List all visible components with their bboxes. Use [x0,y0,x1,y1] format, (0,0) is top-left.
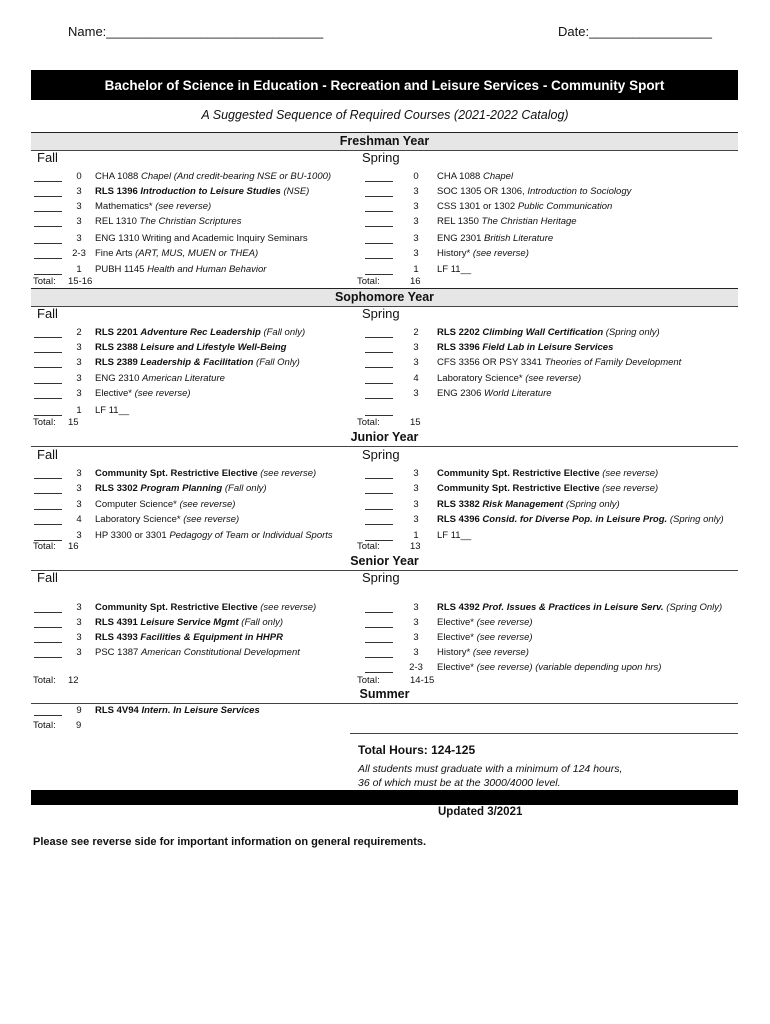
course-text-part: (see reverse) [602,468,659,479]
course-text-part: (see reverse) [472,647,529,658]
course-fall [95,617,283,628]
course-text-part: Leisure Service Mgmt [140,617,239,628]
course-text-part: (NSE) [283,186,310,197]
course-text-part: Field Lab in Leisure Services [482,342,614,353]
credit-hours-spring: 3 [413,602,419,613]
credit-hours-fall: 3 [76,483,82,494]
spring-label: Spring [362,447,400,462]
course-text-part: Climbing Wall Certification [482,327,604,338]
grade-blank-summer [34,705,62,716]
credit-hours-fall: 3 [76,602,82,613]
course-fall [95,342,286,353]
credit-hours-fall: 3 [76,201,82,212]
course-text-part: (see reverse) [525,373,582,384]
course-text-part: RLS 3382 [437,499,483,510]
credit-hours-spring: 3 [413,388,419,399]
course-text-part: SOC 1305 OR 1306, [437,186,528,197]
credit-hours-spring: 3 [413,632,419,643]
course-spring [437,468,658,479]
course-text-part: RLS 1396 [95,186,141,197]
course-fall [95,483,267,494]
grade-blank-fall [34,499,62,510]
course-text-part: (Fall Only) [256,357,300,368]
course-text-part: Consid. for Diverse Pop. in Leisure Prog. [482,514,668,525]
grade-blank-fall [34,632,62,643]
fall-total-label: Total: [33,675,56,686]
course-fall [95,216,241,227]
course-spring [437,216,577,227]
course-text-part: (see reverse) [260,602,317,613]
credit-hours-fall: 0 [76,171,82,182]
grade-blank-spring [365,248,393,259]
course-text-part: (Spring only) [605,327,660,338]
course-text-part: RLS 2388 [95,342,141,353]
grade-blank-fall [34,342,62,353]
course-spring [437,662,661,673]
course-text-part: Community Spt. Restrictive Elective [437,483,600,494]
course-text-part: REL 1310 [95,216,140,227]
course-text-part: Introduction to Leisure Studies [140,186,281,197]
grade-blank-fall [34,405,62,416]
course-spring [437,617,533,628]
course-text-part: (see reverse) [472,248,529,259]
course-text-part: CFS 3356 OR PSY 3341 [437,357,545,368]
course-text-part: RLS 4391 [95,617,141,628]
course-text-part: (Fall only) [263,327,306,338]
course-fall [95,327,305,338]
course-text-part: Pedagogy of Team or Individual Sports [169,530,333,541]
course-text-part: (Fall only) [224,483,267,494]
credit-hours-fall: 3 [76,632,82,643]
course-text-part: PUBH 1145 [95,264,148,275]
fall-total-label: Total: [33,276,56,287]
year-header: Senior Year [31,553,738,571]
grade-blank-fall [34,514,62,525]
course-text-part: (see reverse) [155,201,212,212]
course-text-part: (see reverse) [179,499,236,510]
grade-blank-fall [34,468,62,479]
course-spring [437,530,471,541]
divider-bar [31,790,738,805]
course-fall [95,514,239,525]
fall-label: Fall [37,447,58,462]
divider-line [350,733,738,734]
year-header: Freshman Year [31,132,738,151]
course-fall [95,647,300,658]
spring-total-label: Total: [357,417,380,428]
grade-blank-fall [34,201,62,212]
grade-blank-spring [365,388,393,399]
course-spring [437,357,681,368]
course-text-part: (see reverse) [134,388,191,399]
grade-blank-spring [365,171,393,182]
course-text-part: RLS 4393 [95,632,141,643]
grade-blank-fall [34,647,62,658]
grade-blank-spring [365,216,393,227]
course-text-part: Public Communication [517,201,613,212]
grade-blank-spring [365,327,393,338]
course-text-part: Chapel [140,171,172,182]
course-text-part: History* [437,647,473,658]
fall-label: Fall [37,570,58,585]
grade-blank-spring [365,632,393,643]
credit-hours-spring: 3 [413,201,419,212]
credit-hours-spring: 1 [413,530,419,541]
course-text-part: World Literature [484,388,552,399]
year-header: Sophomore Year [31,288,738,307]
course-text-part: Chapel [482,171,514,182]
fall-label: Fall [37,306,58,321]
credit-hours-fall: 1 [76,405,82,416]
course-text-part: (Spring Only) [666,602,723,613]
course-text-part: RLS 2201 [95,327,141,338]
course-spring [437,373,581,384]
course-spring [437,483,658,494]
credit-hours-fall: 3 [76,647,82,658]
spring-label: Spring [362,150,400,165]
course-text-part: LF 11__ [437,530,472,541]
course-text-part: Community Spt. Restrictive Elective [437,468,600,479]
course-text-part: ENG 1310 Writing and Academic Inquiry Seminars [95,233,308,244]
grade-blank-spring [365,342,393,353]
course-text-part: Risk Management [482,499,564,510]
grade-blank-spring [365,530,393,541]
course-text-part: The Christian Heritage [481,216,577,227]
course-text-part: Introduction to Sociology [527,186,632,197]
course-text-part: History* [437,248,473,259]
credit-hours-spring: 3 [413,357,419,368]
fall-label: Fall [37,150,58,165]
course-text-part: Program Planning [140,483,223,494]
course-text-part: Laboratory Science* [437,373,526,384]
course-text-part: Prof. Issues & Practices in Leisure Serv. [482,602,664,613]
course-text-part: HP 3300 or 3301 [95,530,170,541]
course-text-part: (Spring only) [669,514,724,525]
grade-blank-spring [365,617,393,628]
course-text-part: Facilities & Equipment in HHPR [140,632,283,643]
course-fall [95,530,333,541]
program-title: Bachelor of Science in Education - Recreation and Leisure Services - Community Sport [31,70,738,100]
spring-total-value: 13 [410,541,421,552]
spring-label: Spring [362,306,400,321]
credit-hours-fall: 3 [76,388,82,399]
grade-blank-fall [34,530,62,541]
grade-blank-spring [365,499,393,510]
course-text-part: RLS 2202 [437,327,483,338]
course-text-part: Community Spt. Restrictive Elective [95,602,258,613]
course-text-part: (Spring only) [565,499,620,510]
credit-hours-spring: 4 [413,373,419,384]
course-text-part: CHA 1088 [95,171,141,182]
credit-hours-summer: 9 [76,705,82,716]
course-fall [95,632,283,643]
grade-blank-fall [34,233,62,244]
name-field-label: Name:______________________________ [68,24,324,39]
grade-blank-spring [365,602,393,613]
grade-blank-spring [365,514,393,525]
course-text-part: ENG 2301 [437,233,484,244]
credit-hours-spring: 3 [413,342,419,353]
grade-blank-spring [365,405,393,416]
credit-hours-spring: 3 [413,186,419,197]
spring-total-label: Total: [357,541,380,552]
credit-hours-spring: 3 [413,647,419,658]
credit-hours-fall: 3 [76,233,82,244]
course-text-part: Elective* [95,388,135,399]
course-text-part: Elective* [437,662,477,673]
credit-hours-spring: 3 [413,617,419,628]
course-spring [437,233,553,244]
footer-note: Please see reverse side for important information on general requirements. [33,836,427,848]
credit-hours-spring: 3 [413,248,419,259]
course-text-part: LF 11__ [95,405,130,416]
fall-total-value: 15-16 [68,276,93,287]
course-text-part: Laboratory Science* [95,514,184,525]
course-text-part: (see reverse) [602,483,659,494]
course-text-part: Community Spt. Restrictive Elective [95,468,258,479]
grade-blank-fall [34,373,62,384]
course-text-part: RLS 3396 [437,342,483,353]
course-fall [95,186,309,197]
course-spring [437,342,613,353]
credit-hours-spring: 3 [413,483,419,494]
credit-hours-fall: 1 [76,264,82,275]
course-text-part: REL 1350 [437,216,482,227]
credit-hours-spring: 3 [413,216,419,227]
course-summer [95,705,260,716]
course-text-part: American Constitutional Development [140,647,300,658]
course-text-part: Elective* [437,632,477,643]
credit-hours-fall: 3 [76,373,82,384]
course-spring [437,201,612,212]
credit-hours-fall: 3 [76,499,82,510]
credit-hours-spring: 3 [413,233,419,244]
grade-blank-fall [34,327,62,338]
grade-blank-spring [365,373,393,384]
course-text-part: CHA 1088 [437,171,483,182]
course-text-part: Adventure Rec Leadership [140,327,261,338]
course-text-part: British Literature [484,233,554,244]
course-text-part: Leisure and Lifestyle Well-Being [140,342,287,353]
credit-hours-fall: 4 [76,514,82,525]
spring-total-value: 16 [410,276,421,287]
course-spring [437,264,471,275]
spring-total-value: 15 [410,417,421,428]
course-text-part: (Fall only) [241,617,283,628]
credit-hours-fall: 3 [76,530,82,541]
credit-hours-fall: 3 [76,342,82,353]
updated-date: Updated 3/2021 [438,806,523,818]
course-text-part: (And credit-bearing NSE or BU-1000) [173,171,332,182]
grade-blank-spring [365,233,393,244]
grade-blank-fall [34,483,62,494]
course-spring [437,327,660,338]
spring-total-label: Total: [357,276,380,287]
course-fall [95,248,258,259]
course-spring [437,514,724,525]
course-text-part: Leadership & Facilitation [140,357,254,368]
credit-hours-fall: 2 [76,327,82,338]
credit-hours-spring: 2 [413,327,419,338]
credit-hours-fall: 3 [76,186,82,197]
grade-blank-fall [34,216,62,227]
course-text-part: Mathematics* [95,201,156,212]
summer-header: Summer [31,686,738,704]
grade-blank-fall [34,602,62,613]
year-header: Junior Year [31,429,738,447]
fall-total-value: 15 [68,417,79,428]
course-fall [95,373,225,384]
credit-hours-spring: 1 [413,264,419,275]
grade-blank-spring [365,357,393,368]
course-fall [95,264,266,275]
summer-total-label: Total: [33,720,56,731]
course-text-part: (see reverse) [476,632,533,643]
course-text-part: RLS 4V94 [95,705,142,716]
credit-hours-fall: 3 [76,617,82,628]
course-fall [95,357,300,368]
course-text-part: (see reverse) [260,468,317,479]
course-text-part: PSC 1387 [95,647,141,658]
program-subtitle: A Suggested Sequence of Required Courses (2021-2022 Catalog) [201,108,569,122]
fall-total-label: Total: [33,417,56,428]
grade-blank-spring [365,483,393,494]
course-spring [437,248,529,259]
summer-total-value: 9 [76,720,82,731]
course-text-part: American Literature [142,373,225,384]
grade-blank-fall [34,248,62,259]
fall-total-value: 16 [68,541,79,552]
credit-hours-fall: 3 [76,468,82,479]
course-fall [95,468,316,479]
credit-hours-spring: 3 [413,514,419,525]
course-spring [437,388,552,399]
course-text-part: RLS 4396 [437,514,483,525]
grade-blank-fall [34,186,62,197]
course-fall [95,201,211,212]
credit-hours-spring: 3 [413,468,419,479]
total-hours-note-1: All students must graduate with a minimum of 124 hours, [358,763,623,775]
course-text-part: RLS 2389 [95,357,141,368]
course-text-part: The Christian Scriptures [139,216,242,227]
grade-blank-spring [365,468,393,479]
course-text-part: ENG 2310 [95,373,142,384]
course-text-part: LF 11__ [437,264,472,275]
course-text-part: Computer Science* [95,499,180,510]
course-text-part: RLS 3302 [95,483,141,494]
course-spring [437,171,513,182]
course-spring [437,632,533,643]
credit-hours-spring: 3 [413,499,419,510]
credit-hours-spring: 2-3 [409,662,423,673]
course-spring [437,647,529,658]
course-spring [437,499,620,510]
course-text-part: CSS 1301 or 1302 [437,201,518,212]
course-text-part: Health and Human Behavior [147,264,267,275]
grade-blank-fall [34,617,62,628]
course-text-part: (see reverse) [476,617,533,628]
grade-blank-spring [365,647,393,658]
date-field-label: Date:_________________ [558,24,712,39]
spring-label: Spring [362,570,400,585]
fall-total-value: 12 [68,675,79,686]
total-hours-note-2: 36 of which must be at the 3000/4000 level. [358,777,561,789]
credit-hours-fall: 3 [76,357,82,368]
course-fall [95,499,235,510]
course-text-part: Intern. In Leisure Services [141,705,260,716]
spring-total-value: 14-15 [410,675,435,686]
course-text-part: (see reverse) [183,514,240,525]
total-hours: Total Hours: 124-125 [358,743,476,757]
course-text-part: RLS 4392 [437,602,483,613]
course-fall [95,233,308,244]
grade-blank-fall [34,264,62,275]
course-text-part: ENG 2306 [437,388,484,399]
spring-total-label: Total: [357,675,380,686]
grade-blank-spring [365,662,393,673]
course-text-part: Theories of Family Development [544,357,682,368]
course-fall [95,171,331,182]
credit-hours-fall: 2-3 [72,248,86,259]
grade-blank-fall [34,171,62,182]
grade-blank-spring [365,201,393,212]
credit-hours-fall: 3 [76,216,82,227]
course-fall [95,602,316,613]
course-fall [95,388,191,399]
course-fall [95,405,129,416]
course-text-part: (see reverse) (variable depending upon hrs) [476,662,662,673]
course-text-part: Elective* [437,617,477,628]
fall-total-label: Total: [33,541,56,552]
grade-blank-spring [365,186,393,197]
course-spring [437,602,722,613]
grade-blank-fall [34,357,62,368]
grade-blank-spring [365,264,393,275]
credit-hours-spring: 0 [413,171,419,182]
grade-blank-fall [34,388,62,399]
course-text-part: (ART, MUS, MUEN or THEA) [135,248,259,259]
course-text-part: Fine Arts [95,248,136,259]
course-spring [437,186,631,197]
